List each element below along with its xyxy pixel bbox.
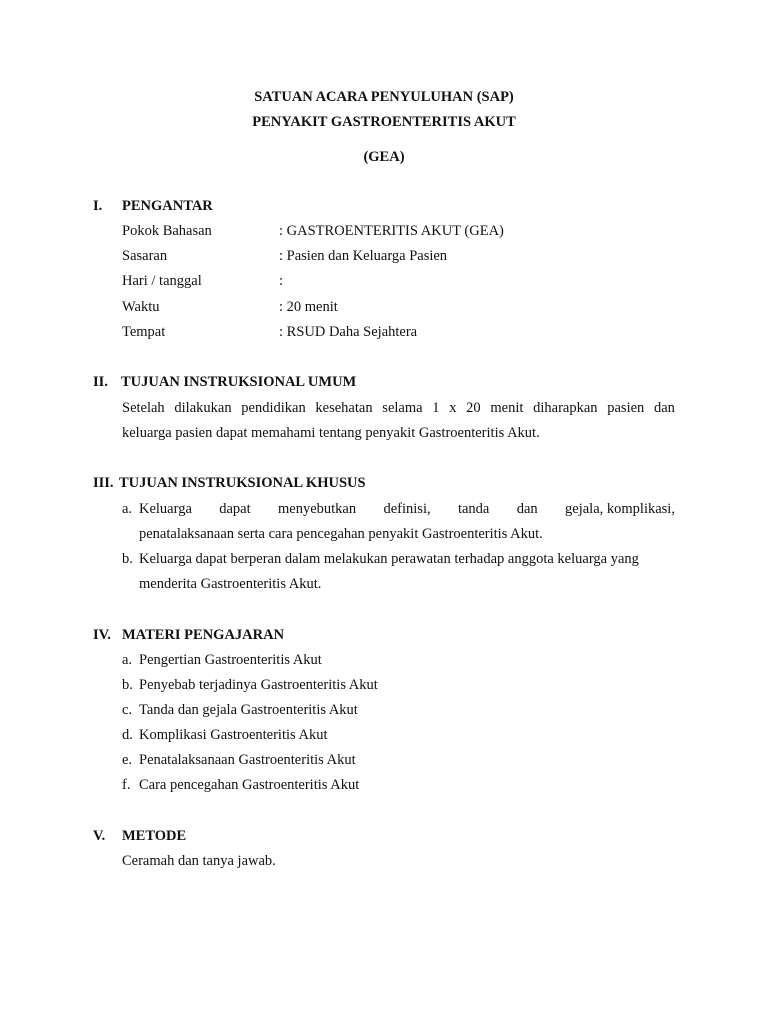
section-4-heading: MATERI PENGAJARAN bbox=[122, 627, 285, 643]
word: x bbox=[449, 400, 457, 416]
section-5-heading: METODE bbox=[122, 828, 187, 844]
word: dan bbox=[516, 501, 538, 517]
word: diharapkan bbox=[533, 400, 598, 416]
list-marker: a. bbox=[122, 652, 133, 668]
objective-a-line-1 bbox=[139, 500, 675, 518]
word: 20 bbox=[466, 400, 481, 416]
list-marker: b. bbox=[122, 677, 133, 693]
field-label-pokok-bahasan: Pokok Bahasan bbox=[122, 223, 212, 239]
title-line-3: (GEA) bbox=[363, 149, 405, 165]
list-marker: e. bbox=[122, 752, 133, 768]
word: Keluarga bbox=[139, 501, 192, 517]
word: gejala, komplikasi, bbox=[565, 501, 675, 517]
word: pasien bbox=[607, 400, 645, 416]
list-marker: d. bbox=[122, 727, 133, 743]
field-label-sasaran: Sasaran bbox=[122, 248, 168, 264]
field-value-pokok-bahasan: : GASTROENTERITIS AKUT (GEA) bbox=[279, 223, 504, 239]
section-4-number: IV. bbox=[93, 627, 111, 643]
list-marker: b. bbox=[122, 551, 133, 567]
section-3-heading: TUJUAN INSTRUKSIONAL KHUSUS bbox=[119, 475, 366, 491]
field-label-tempat: Tempat bbox=[122, 324, 166, 340]
list-item: Penyebab terjadinya Gastroenteritis Akut bbox=[139, 677, 378, 693]
field-label-hari-tanggal: Hari / tanggal bbox=[122, 273, 202, 289]
section-1-number: I. bbox=[93, 198, 103, 214]
section-5-number: V. bbox=[93, 828, 106, 844]
section-2-paragraph-line-2: keluarga pasien dapat memahami tentang penyakit Gastroenteritis Akut. bbox=[122, 425, 540, 441]
word: 1 bbox=[432, 400, 440, 416]
word: dan bbox=[653, 400, 675, 416]
list-item: Tanda dan gejala Gastroenteritis Akut bbox=[139, 702, 358, 718]
section-2-number: II. bbox=[93, 374, 108, 390]
word: menyebutkan bbox=[278, 501, 357, 517]
list-item: Pengertian Gastroenteritis Akut bbox=[139, 652, 322, 668]
title-line-2: PENYAKIT GASTROENTERITIS AKUT bbox=[252, 114, 516, 130]
word: dapat bbox=[219, 501, 251, 517]
field-value-waktu: : 20 menit bbox=[279, 299, 338, 315]
objective-a-line-2: penatalaksanaan serta cara pencegahan penyakit Gastroenteritis Akut. bbox=[139, 526, 543, 542]
list-item: Cara pencegahan Gastroenteritis Akut bbox=[139, 777, 360, 793]
word: Setelah bbox=[122, 400, 165, 416]
word: definisi, bbox=[383, 501, 431, 517]
list-marker: a. bbox=[122, 501, 133, 517]
list-item: Penatalaksanaan Gastroenteritis Akut bbox=[139, 752, 356, 768]
section-3-number: III. bbox=[93, 475, 114, 491]
word: dilakukan bbox=[174, 400, 232, 416]
objective-b-line-2: menderita Gastroenteritis Akut. bbox=[139, 576, 322, 592]
section-2-heading: TUJUAN INSTRUKSIONAL UMUM bbox=[121, 374, 357, 390]
title-line-1: SATUAN ACARA PENYULUHAN (SAP) bbox=[254, 89, 514, 105]
word: menit bbox=[490, 400, 524, 416]
section-2-paragraph-line-1 bbox=[122, 399, 675, 417]
section-5-text: Ceramah dan tanya jawab. bbox=[122, 853, 276, 869]
objective-b-line-1: Keluarga dapat berperan dalam melakukan perawatan terhadap anggota keluarga yang bbox=[139, 551, 639, 567]
word: tanda bbox=[457, 501, 490, 517]
list-marker: c. bbox=[122, 702, 133, 718]
field-value-tempat: : RSUD Daha Sejahtera bbox=[279, 324, 418, 340]
list-marker: f. bbox=[122, 777, 131, 793]
list-item: Komplikasi Gastroenteritis Akut bbox=[139, 727, 328, 743]
field-value-sasaran: : Pasien dan Keluarga Pasien bbox=[279, 248, 448, 264]
word: kesehatan bbox=[315, 400, 373, 416]
word: selama bbox=[382, 400, 423, 416]
field-value-hari-tanggal: : bbox=[279, 273, 284, 289]
section-1-heading: PENGANTAR bbox=[122, 198, 213, 214]
word: pendidikan bbox=[241, 400, 306, 416]
field-label-waktu: Waktu bbox=[122, 299, 160, 315]
